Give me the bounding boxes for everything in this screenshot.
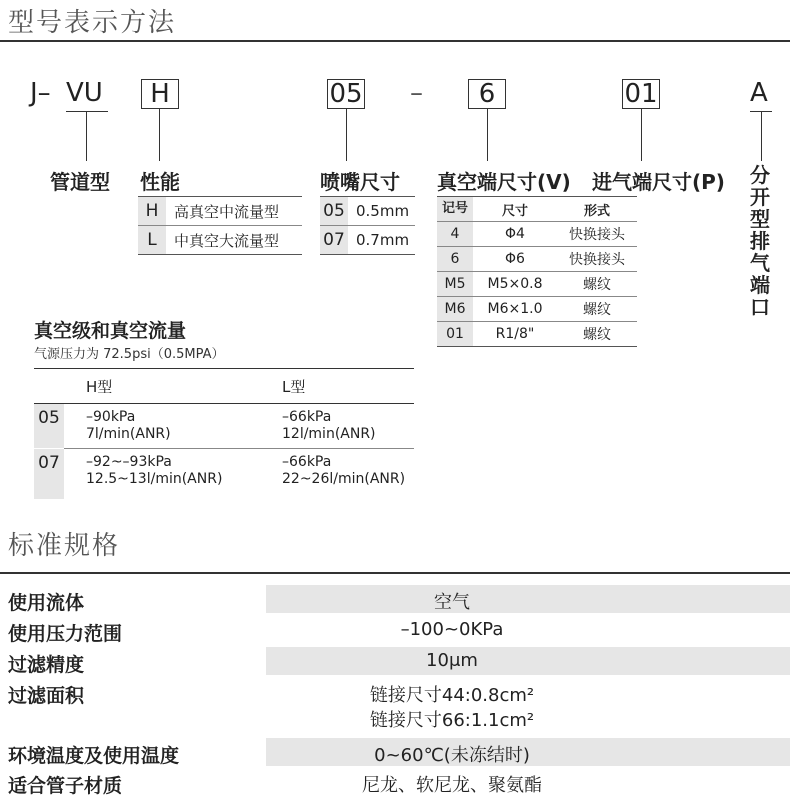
flow-l-rate: 12l/min(ANR) — [282, 426, 376, 442]
port-form: 快换接头 — [569, 227, 625, 243]
table-row — [437, 322, 637, 346]
label-exhaust-char: 口 — [750, 295, 770, 319]
label-exhaust-char: 分 — [750, 163, 770, 187]
port-header-size: 尺寸 — [501, 203, 528, 219]
flow-l-rate: 22~26l/min(ANR) — [282, 471, 406, 487]
section-title-specs: 标准规格 — [8, 531, 121, 561]
perf-code: L — [138, 226, 166, 254]
label-vacuum-port: 真空端尺寸(V) — [437, 170, 571, 194]
model-box-6: 6 — [468, 79, 506, 109]
table-row — [138, 197, 302, 225]
spec-row — [0, 585, 800, 613]
port-code: M6 — [437, 297, 473, 321]
nozzle-size: 0.5mm — [356, 202, 410, 220]
nozzle-code: 05 — [320, 197, 348, 225]
table-row — [320, 197, 415, 225]
model-prefix-vu: VU — [66, 78, 103, 108]
port-size: Φ4 — [505, 226, 525, 242]
connector-perf — [159, 109, 160, 161]
table-header — [437, 197, 637, 221]
spec-row — [0, 678, 800, 734]
nozzle-table — [320, 196, 415, 255]
nozzle-size: 0.7mm — [356, 231, 410, 249]
label-exhaust-char: 型 — [750, 207, 770, 231]
connector-nozzle — [346, 109, 347, 161]
spec-value: 尼龙、软尼龙、聚氨酯 — [362, 775, 542, 796]
flow-h-pressure: –92~–93kPa — [86, 454, 172, 470]
port-form: 螺纹 — [583, 327, 611, 343]
spec-label: 适合管子材质 — [8, 775, 123, 797]
table-row — [437, 247, 637, 271]
port-form: 螺纹 — [583, 302, 611, 318]
port-code: 01 — [437, 322, 473, 346]
section-rule — [0, 572, 790, 574]
table-row — [437, 222, 637, 246]
model-dash: – — [410, 78, 423, 108]
port-size: Φ6 — [505, 251, 525, 267]
vacuum-flow-title: 真空级和真空流量 — [34, 320, 187, 342]
vacuum-flow-table — [34, 368, 414, 499]
connector-vacuum — [487, 109, 488, 161]
spec-label: 使用压力范围 — [8, 623, 123, 645]
perf-table — [138, 196, 302, 255]
label-exhaust-char: 开 — [750, 185, 770, 209]
flow-l-pressure: –66kPa — [282, 409, 332, 425]
spec-value: 0~60℃(未冻结时) — [374, 745, 530, 766]
table-row — [138, 226, 302, 254]
perf-code: H — [138, 197, 166, 225]
header-h-type: H型 — [86, 377, 113, 396]
label-pipe: 管道型 — [50, 170, 110, 194]
connector-pipe — [86, 111, 87, 161]
port-table — [437, 196, 637, 347]
spec-label: 使用流体 — [8, 592, 85, 614]
spec-value: –100~0KPa — [400, 619, 504, 640]
model-box-h: H — [141, 79, 179, 109]
label-nozzle: 喷嘴尺寸 — [320, 170, 400, 194]
perf-desc: 高真空中流量型 — [174, 202, 280, 221]
label-exhaust-char: 气 — [750, 251, 770, 275]
vacuum-flow-subtitle: 气源压力为 72.5psi（0.5MPA） — [34, 347, 225, 362]
model-code-a: A — [750, 78, 768, 108]
model-box-01: 01 — [622, 79, 660, 109]
port-form: 快换接头 — [569, 252, 625, 268]
flow-code: 05 — [34, 404, 64, 448]
spec-label: 过滤面积 — [8, 685, 85, 707]
table-row — [437, 297, 637, 321]
port-size: M5×0.8 — [487, 276, 543, 292]
spec-value: 空气 — [434, 592, 470, 613]
table-row — [34, 404, 414, 448]
port-code: 4 — [437, 222, 473, 246]
spec-label: 环境温度及使用温度 — [8, 745, 180, 767]
section-title-model: 型号表示方法 — [8, 8, 177, 38]
label-exhaust — [750, 164, 774, 318]
flow-h-rate: 7l/min(ANR) — [86, 426, 171, 442]
table-header — [34, 369, 414, 403]
nozzle-code: 07 — [320, 226, 348, 254]
label-inlet-port: 进气端尺寸(P) — [592, 170, 725, 194]
flow-l-pressure: –66kPa — [282, 454, 332, 470]
model-box-05: 05 — [327, 79, 365, 109]
port-size: M6×1.0 — [487, 301, 543, 317]
header-l-type: L型 — [282, 377, 306, 396]
spec-label: 过滤精度 — [8, 654, 85, 676]
section-rule — [0, 40, 790, 42]
label-exhaust-char: 端 — [750, 273, 770, 297]
table-row — [320, 226, 415, 254]
label-exhaust-char: 排 — [750, 229, 770, 253]
spec-row — [0, 768, 800, 796]
spec-value: 10μm — [426, 650, 478, 671]
underline-vu — [66, 111, 108, 112]
connector-exhaust — [761, 111, 762, 161]
spec-row — [0, 616, 800, 644]
label-perf: 性能 — [140, 170, 180, 194]
table-row — [437, 272, 637, 296]
table-row — [34, 449, 414, 499]
model-prefix-j: J– — [30, 78, 51, 108]
port-header-code: 记号 — [437, 197, 473, 221]
port-form: 螺纹 — [583, 277, 611, 293]
spec-row — [0, 647, 800, 675]
spec-value: 链接尺寸44:0.8cm² — [369, 685, 535, 706]
port-code: M5 — [437, 272, 473, 296]
connector-inlet — [641, 109, 642, 161]
spec-row — [0, 738, 800, 766]
spec-value-2: 链接尺寸66:1.1cm² — [369, 710, 535, 731]
port-size: R1/8" — [495, 326, 535, 342]
flow-h-pressure: –90kPa — [86, 409, 136, 425]
perf-desc: 中真空大流量型 — [174, 231, 280, 250]
port-header-form: 形式 — [583, 203, 610, 219]
flow-h-rate: 12.5~13l/min(ANR) — [86, 471, 223, 487]
flow-code: 07 — [34, 449, 64, 499]
port-code: 6 — [437, 247, 473, 271]
